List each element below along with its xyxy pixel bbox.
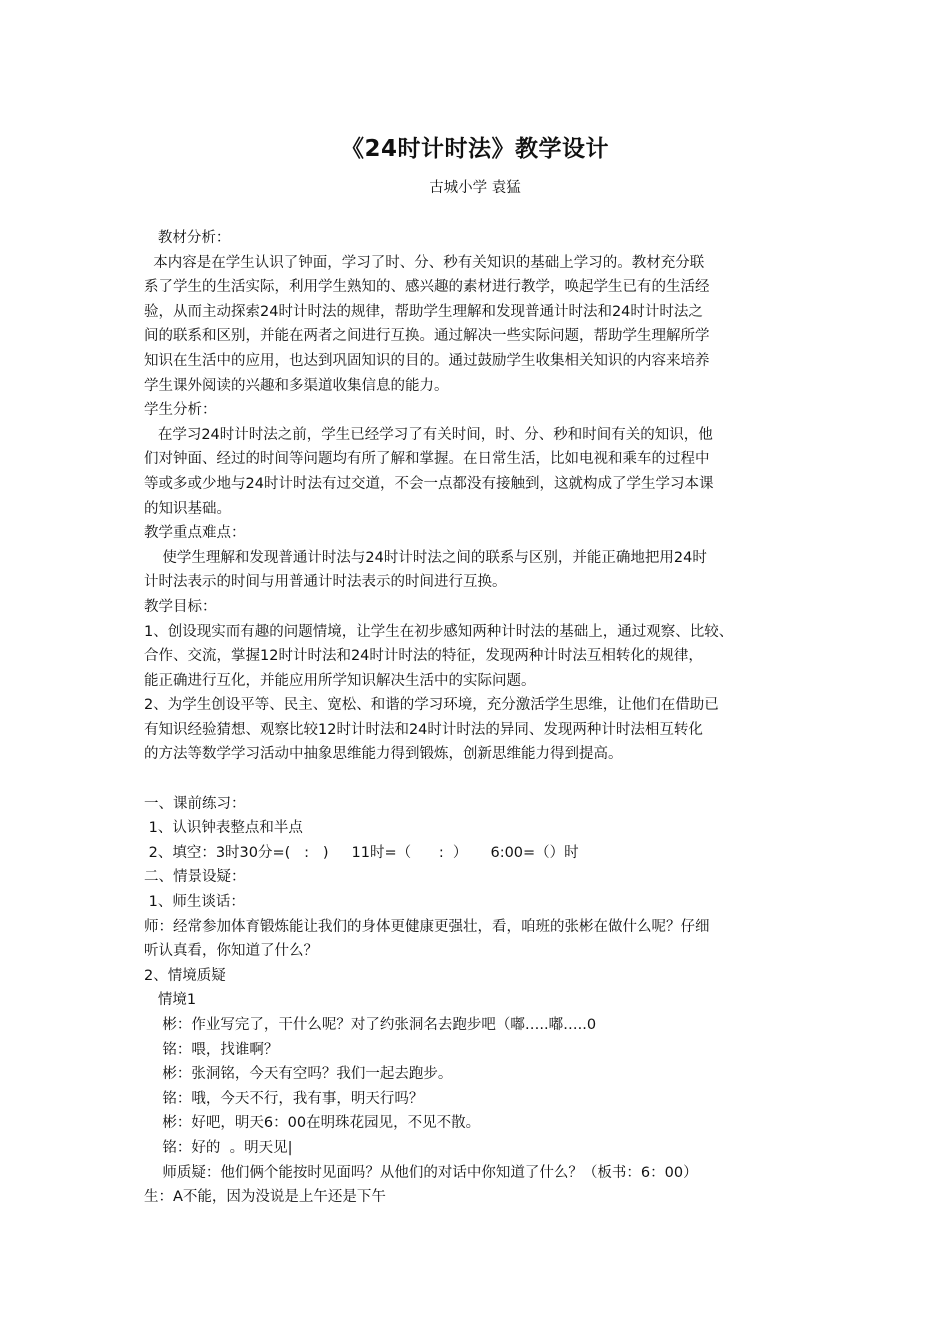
text-line: 有知识经验猜想、观察比较12时计时法和24时计时法的异同、发现两种计时法相互转化 <box>144 721 703 738</box>
text-line: 铭：喂，找谁啊？ <box>144 1041 279 1058</box>
document-body <box>144 226 824 1210</box>
text-line: 生：A不能，因为没说是上午还是下午 <box>144 1189 386 1206</box>
text-line: 师质疑：他们俩个能按时见面吗？从他们的对话中你知道了什么？（板书：6：00） <box>144 1164 698 1181</box>
text-line: 1、师生谈话： <box>144 894 245 911</box>
text-line: 2、为学生创设平等、民主、宽松、和谐的学习环境，充分激活学生思维，让他们在借助已 <box>144 697 719 714</box>
blank-line <box>144 767 824 792</box>
text-line: 的知识基础。 <box>144 500 231 517</box>
text-line: 等或多或少地与24时计时法有过交道，不会一点都没有接触到，这就构成了学生学习本课 <box>144 475 714 492</box>
text-line: 验，从而主动探索24时计时法的规律，帮助学生理解和发现普通计时法和24时计时法之 <box>144 303 703 320</box>
text-line: 系了学生的生活实际，利用学生熟知的、感兴趣的素材进行教学，唤起学生已有的生活经 <box>144 279 710 296</box>
text-line: 教学重点难点： <box>144 525 246 542</box>
text-line: 在学习24时计时法之前，学生已经学习了有关时间，时、分、秒和时间有关的知识，他 <box>144 426 713 443</box>
text-line: 师：经常参加体育锻炼能让我们的身体更健康更强壮，看，咱班的张彬在做什么呢？仔细 <box>144 918 710 935</box>
text-line: 2、填空：3时30分=( : ) 11时=（ : ） 6:00=（）时 <box>144 844 579 861</box>
text-line: 彬：好吧，明天6：00在明珠花园见，不见不散。 <box>144 1115 481 1132</box>
text-line: 学生分析： <box>144 402 217 419</box>
text-line: 1、创设现实而有趣的问题情境，让学生在初步感知两种计时法的基础上，通过观察、比较、 <box>144 623 734 640</box>
text-line: 能正确进行互化，并能应用所学知识解决生活中的实际问题。 <box>144 672 536 689</box>
text-line: 教材分析： <box>144 230 231 246</box>
document-author: 古城小学 袁猛 <box>429 180 521 196</box>
text-line: 知识在生活中的应用，也达到巩固知识的目的。通过鼓励学生收集相关知识的内容来培养 <box>144 352 710 369</box>
text-line: 的方法等数学学习活动中抽象思维能力得到锻炼，创新思维能力得到提高。 <box>144 746 623 763</box>
text-line: 情境1 <box>144 992 197 1009</box>
text-line: 们对钟面、经过的时间等问题均有所了解和掌握。在日常生活，比如电视和乘车的过程中 <box>144 451 710 468</box>
text-line: 1、认识钟表整点和半点 <box>144 820 303 837</box>
text-line: 彬：作业写完了，干什么呢？对了约张洞名去跑步吧（嘟…..嘟…..0 <box>144 1017 597 1033</box>
text-line: 学生课外阅读的兴趣和多渠道收集信息的能力。 <box>144 377 449 394</box>
text-line: 合作、交流，掌握12时计时法和24时计时法的特征，发现两种计时法互相转化的规律， <box>144 648 703 665</box>
text-line: 铭：好的 。明天见| <box>144 1139 293 1156</box>
text-line: 间的联系和区别，并能在两者之间进行互换。通过解决一些实际问题，帮助学生理解所学 <box>144 328 710 345</box>
text-line: 铭：哦，今天不行，我有事，明天行吗？ <box>144 1090 424 1107</box>
text-line: 本内容是在学生认识了钟面，学习了时、分、秒有关知识的基础上学习的。教材充分联 <box>144 254 705 271</box>
text-line: 计时法表示的时间与用普通计时法表示的时间进行互换。 <box>144 574 507 591</box>
text-line: 听认真看，你知道了什么？ <box>144 943 318 960</box>
text-line: 一、课前练习： <box>144 795 246 812</box>
text-line: 教学目标： <box>144 598 217 615</box>
text-line: 使学生理解和发现普通计时法与24时计时法之间的联系与区别，并能正确地把用24时 <box>144 549 707 566</box>
document-title: 《24时计时法》教学设计 <box>340 136 609 162</box>
text-line: 二、情景设疑： <box>144 869 246 886</box>
text-line: 彬：张洞铭，今天有空吗？我们一起去跑步。 <box>144 1066 453 1083</box>
text-line: 2、情境质疑 <box>144 967 226 984</box>
